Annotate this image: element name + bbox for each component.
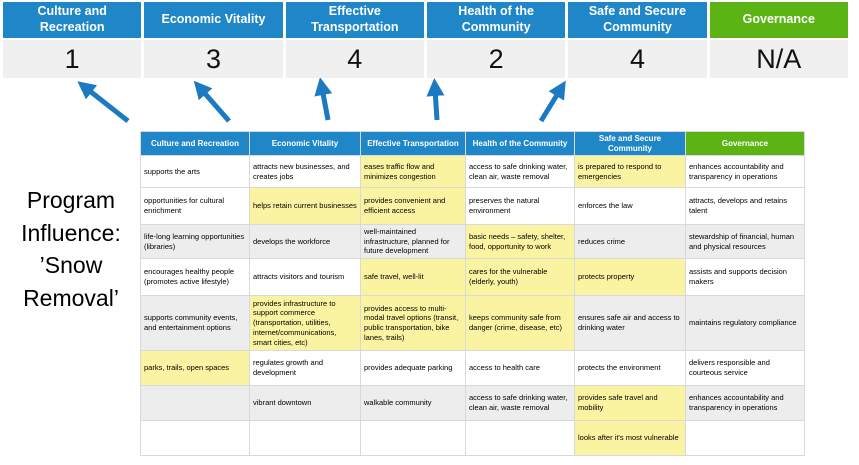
matrix-cell-r6-c6: delivers responsible and courteous service (686, 351, 804, 385)
top-header-5: Governance (710, 2, 848, 38)
matrix-cell-r8-c5: looks after it's most vulnerable (575, 421, 685, 455)
matrix-cell-r7-c3: walkable community (361, 386, 465, 420)
matrix-header-4: Safe and Secure Community (575, 132, 685, 155)
matrix-cell-r8-c4 (466, 421, 574, 455)
score-0: 1 (3, 40, 141, 78)
matrix-cell-r8-c2 (250, 421, 360, 455)
matrix-cell-r4-c4: cares for the vulnerable (elderly, youth) (466, 259, 574, 295)
top-header-2: Effective Transportation (286, 2, 424, 38)
matrix-cell-r4-c6: assists and supports decision makers (686, 259, 804, 295)
matrix-header-0: Culture and Recreation (141, 132, 249, 155)
matrix-header-1: Economic Vitality (250, 132, 360, 155)
program-influence-label: Program Influence: ’Snow Removal’ (21, 187, 121, 311)
influence-arrow-up-right (541, 90, 560, 121)
matrix-cell-r3-c6: stewardship of financial, human and physical resources (686, 225, 804, 258)
matrix-cell-r3-c3: well-maintained infrastructure, planned for future development (361, 225, 465, 258)
matrix-cell-r4-c2: attracts visitors and tourism (250, 259, 360, 295)
matrix-header-5: Governance (686, 132, 804, 155)
priority-header-row (3, 2, 848, 38)
matrix-cell-r7-c6: enhances accountability and transparency in operations (686, 386, 804, 420)
score-5: N/A (710, 40, 848, 78)
matrix-cell-r2-c4: preserves the natural environment (466, 188, 574, 224)
matrix-cell-r5-c5: ensures safe air and access to drinking water (575, 296, 685, 350)
matrix-header-3: Health of the Community (466, 132, 574, 155)
matrix-cell-r6-c2: regulates growth and development (250, 351, 360, 385)
matrix-cell-r2-c3: provides convenient and efficient access (361, 188, 465, 224)
matrix-cell-r2-c6: attracts, develops and retains talent (686, 188, 804, 224)
matrix-cell-r6-c5: protects the environment (575, 351, 685, 385)
matrix-cell-r1-c4: access to safe drinking water, clean air, waste removal (466, 156, 574, 187)
matrix-cell-r3-c4: basic needs – safety, shelter, food, opportunity to work (466, 225, 574, 258)
top-header-4: Safe and Secure Community (568, 2, 706, 38)
score-1: 3 (144, 40, 282, 78)
matrix-cell-r5-c6: maintains regulatory compliance (686, 296, 804, 350)
matrix-cell-r8-c1 (141, 421, 249, 455)
matrix-cell-r1-c3: eases traffic flow and minimizes congestion (361, 156, 465, 187)
matrix-cell-r1-c5: is prepared to respond to emergencies (575, 156, 685, 187)
matrix-cell-r2-c1: opportunities for cultural enrichment (141, 188, 249, 224)
score-4: 4 (568, 40, 706, 78)
score-3: 2 (427, 40, 565, 78)
matrix-header-2: Effective Transportation (361, 132, 465, 155)
matrix-cell-r7-c2: vibrant downtown (250, 386, 360, 420)
matrix-cell-r5-c1: supports community events, and entertainment options (141, 296, 249, 350)
matrix-cell-r6-c3: provides adequate parking (361, 351, 465, 385)
matrix-cell-r1-c6: enhances accountability and transparency in operations (686, 156, 804, 187)
top-header-1: Economic Vitality (144, 2, 282, 38)
top-header-3: Health of the Community (427, 2, 565, 38)
score-row (3, 40, 848, 78)
matrix-cell-r3-c5: reduces crime (575, 225, 685, 258)
matrix-cell-r6-c4: access to health care (466, 351, 574, 385)
matrix-cell-r2-c5: enforces the law (575, 188, 685, 224)
matrix-cell-r3-c2: develops the workforce (250, 225, 360, 258)
influence-matrix-table (140, 131, 805, 456)
matrix-cell-r5-c3: provides access to multi-modal travel options (transit, public transportation, bike lanes, trails) (361, 296, 465, 350)
top-header-0: Culture and Recreation (3, 2, 141, 38)
matrix-cell-r1-c2: attracts new businesses, and creates jobs (250, 156, 360, 187)
matrix-cell-r7-c4: access to safe drinking water, clean air, waste removal (466, 386, 574, 420)
matrix-cell-r8-c3 (361, 421, 465, 455)
matrix-cell-r4-c3: safe travel, well-lit (361, 259, 465, 295)
matrix-cell-r3-c1: life-long learning opportunities (libraries) (141, 225, 249, 258)
matrix-cell-r6-c1: parks, trails, open spaces (141, 351, 249, 385)
influence-arrows (0, 78, 859, 130)
matrix-cell-r4-c5: protects property (575, 259, 685, 295)
matrix-cell-r1-c1: supports the arts (141, 156, 249, 187)
matrix-cell-r5-c2: provides infrastructure to support commerce (transportation, utilities, internet/communications, smart cities, etc) (250, 296, 360, 350)
matrix-cell-r7-c5: provides safe travel and mobility (575, 386, 685, 420)
matrix-cell-r8-c6 (686, 421, 804, 455)
influence-arrow-up-left (201, 89, 229, 121)
matrix-cell-r4-c1: encourages healthy people (promotes active lifestyle) (141, 259, 249, 295)
influence-arrow-up (435, 89, 437, 120)
matrix-cell-r2-c2: helps retain current businesses (250, 188, 360, 224)
matrix-cell-r7-c1 (141, 386, 249, 420)
matrix-cell-r5-c4: keeps community safe from danger (crime, disease, etc) (466, 296, 574, 350)
influence-arrow-up (322, 88, 328, 120)
score-2: 4 (286, 40, 424, 78)
influence-arrow-up-left (86, 88, 128, 121)
